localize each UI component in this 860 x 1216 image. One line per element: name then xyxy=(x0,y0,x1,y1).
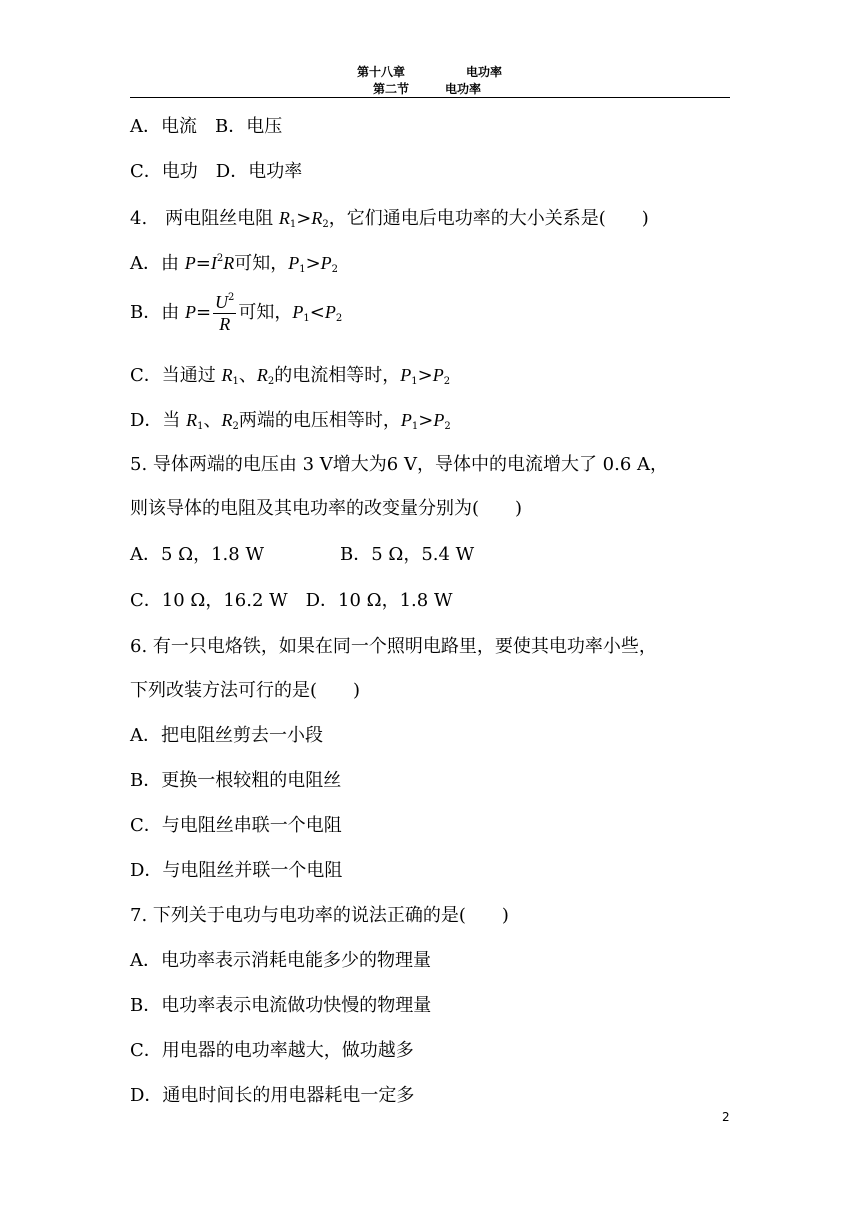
section-label: 第二节 xyxy=(373,82,410,96)
q7-option-b: B．电功率表示电流做功快慢的物理量 xyxy=(130,995,432,1016)
section-title: 电功率 xyxy=(445,82,482,96)
q4-option-b: B．由 P= $\frac{U^2}{R}$ 可知，$P_1<P_2$ xyxy=(130,292,343,334)
q7-option-a: A．电功率表示消耗电能多少的物理量 xyxy=(130,950,431,971)
header-rule xyxy=(130,97,730,98)
q6-stem-line1: 6. 有一只电烙铁，如果在同一个照明电路里，要使其电功率小些， xyxy=(130,636,657,657)
q4-stem: 4. 两电阻丝电阻 $R_1>R_2$，它们通电后电功率的大小关系是( ) xyxy=(130,208,649,230)
q6-stem-line2: 下列改装方法可行的是( ) xyxy=(130,680,361,701)
chapter-label: 第十八章 xyxy=(357,65,406,79)
q3-options-cd: C．电功 D．电功率 xyxy=(130,161,303,182)
q6-option-d: D．与电阻丝并联一个电阻 xyxy=(130,860,343,881)
q4-option-d: D．当 $R_1$、$R_2$两端的电压相等时，$P_1>P_2$ xyxy=(130,410,451,432)
page-number: 2 xyxy=(722,1110,730,1124)
q3-options-ab: A．电流 B．电压 xyxy=(130,116,283,137)
q7-stem: 7. 下列关于电功与电功率的说法正确的是( ) xyxy=(130,905,509,926)
q4-option-a: A．由 $P=I^2R$可知，$P_1>P_2$ xyxy=(130,253,339,275)
q5-option-b: B．5 Ω，5.4 W xyxy=(340,544,475,565)
q7-option-d: D．通电时间长的用电器耗电一定多 xyxy=(130,1085,415,1106)
fraction-u2-over-r: $\frac{U^2}{R}$ xyxy=(215,292,235,334)
q4-option-c: C．当通过 $R_1$、$R_2$的电流相等时，$P_1>P_2$ xyxy=(130,365,451,387)
q5-stem-line2: 则该导体的电阻及其电功率的改变量分别为( ) xyxy=(130,498,523,519)
q5-option-a: A．5 Ω，1.8 W xyxy=(130,544,264,565)
q6-option-b: B．更换一根较粗的电阻丝 xyxy=(130,770,342,791)
q6-option-c: C．与电阻丝串联一个电阻 xyxy=(130,815,342,836)
q6-option-a: A．把电阻丝剪去一小段 xyxy=(130,725,323,746)
q7-option-c: C．用电器的电功率越大，做功越多 xyxy=(130,1040,414,1061)
chapter-title: 电功率 xyxy=(466,65,503,79)
q5-stem-line1: 5. 导体两端的电压由 3 V增大为6 V，导体中的电流增大了 0.6 A， xyxy=(130,454,669,475)
q5-options-cd: C．10 Ω，16.2 W D．10 Ω，1.8 W xyxy=(130,590,453,611)
